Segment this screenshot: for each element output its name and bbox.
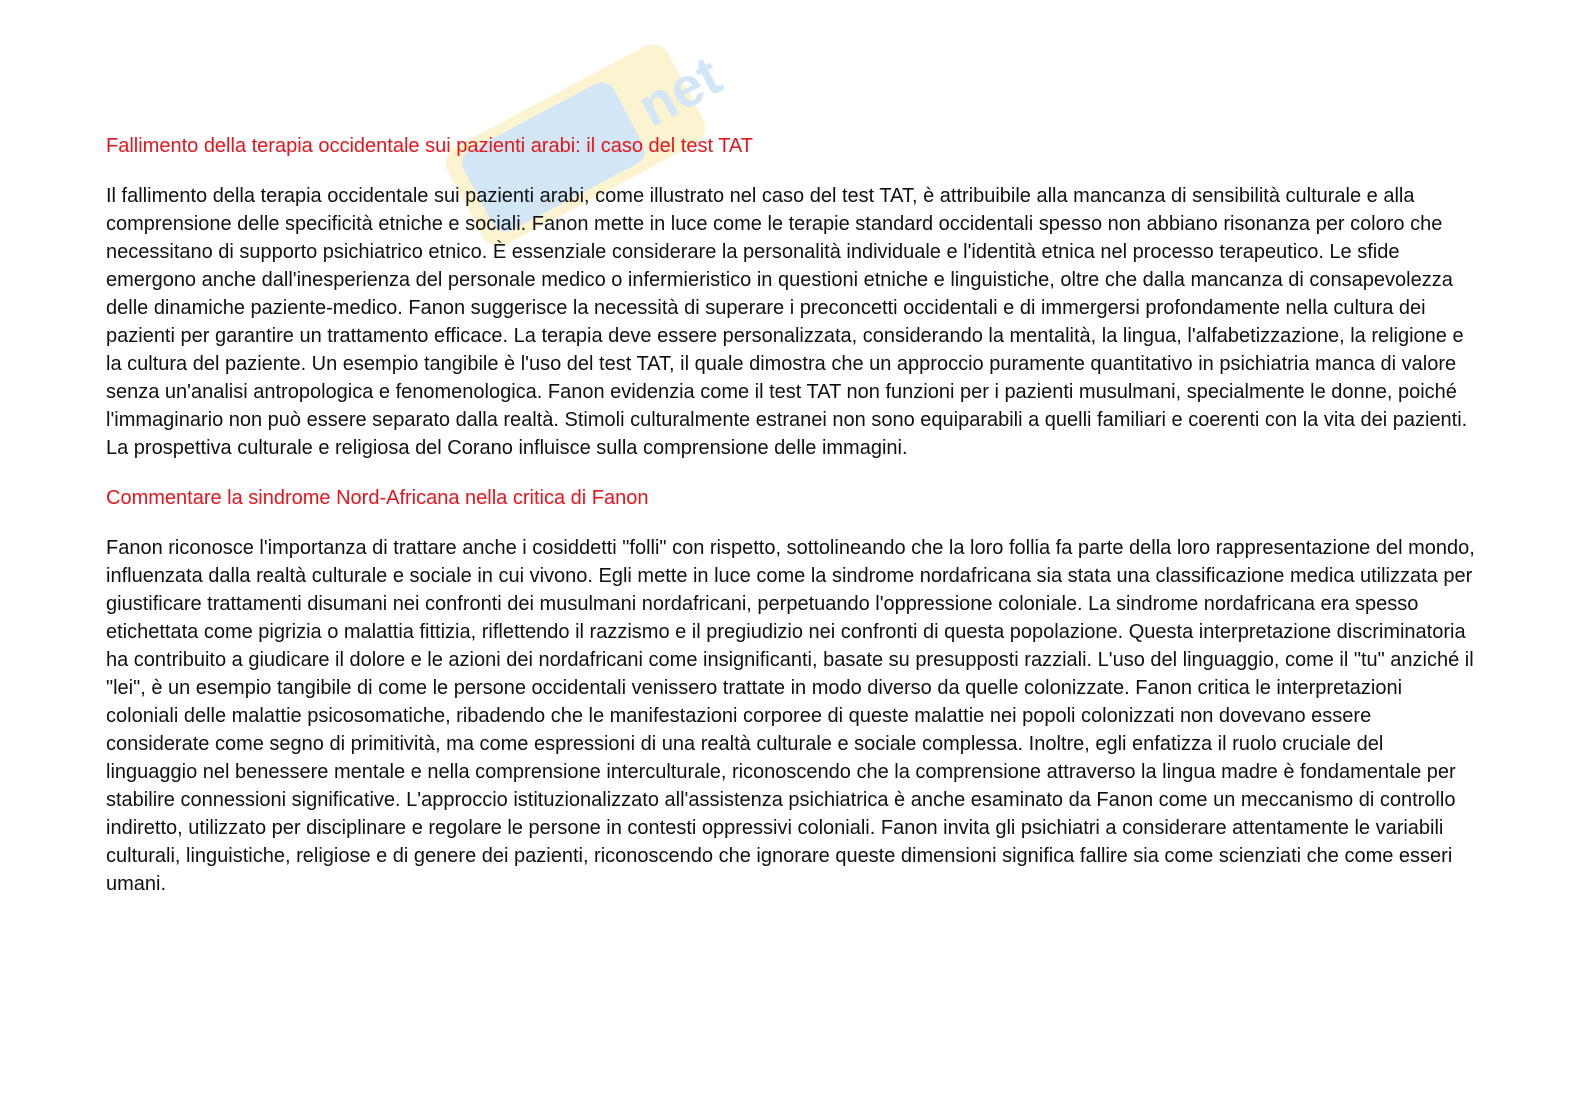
watermark-text: net [627, 43, 731, 139]
section-heading-tat: Fallimento della terapia occidentale sui pazienti arabi: il caso del test TAT [106, 135, 754, 157]
section-paragraph-tat: Il fallimento della terapia occidentale sui pazienti arabi, come illustrato nel caso del test TAT, è attribuibile alla mancanza di sensibilità culturale e alla comprensione delle specificità etniche e sociali. Fanon mette in luce come le terapie standard occidentali spesso non abbiano risonanza per coloro che necessitano di supporto psichiatrico etnico. È essenziale considerare la personalità individuale e l'identità etnica nel processo terapeutico. Le sfide emergono anche dall'inesperienza del personale medico o infermieristico in questioni etniche e linguistiche, oltre che dalla mancanza di consapevolezza delle dinamiche paziente-medico. Fanon suggerisce la necessità di superare i preconcetti occidentali e di immergersi profondamente nella cultura dei pazienti per garantire un trattamento efficace. La terapia deve essere personalizzata, considerando la mentalità, la lingua, l'alfabetizzazione, la religione e la cultura del paziente. Un esempio tangibile è l'uso del test TAT, il quale dimostra che un approccio puramente quantitativo in psichiatria manca di valore senza un'analisi antropologica e fenomenologica. Fanon evidenzia come il test TAT non funzioni per i pazienti musulmani, specialmente le donne, poiché l'immaginario non può essere separato dalla realtà. Stimoli culturalmente estranei non sono equiparabili a quelli familiari e coerenti con la vita dei pazienti. La prospettiva culturale e religiosa del Corano influisce sulla comprensione delle immagini. [106, 185, 1468, 459]
section-paragraph-sindrome: Fanon riconosce l'importanza di trattare anche i cosiddetti "folli" con rispetto, sottolineando che la loro follia fa parte della loro rappresentazione del mondo, influenzata dalla realtà culturale e sociale in cui vivono. Egli mette in luce come la sindrome nordafricana sia stata una classificazione medica utilizzata per giustificare trattamenti disumani nei confronti dei musulmani nordafricani, perpetuando l'oppressione coloniale. La sindrome nordafricana era spesso etichettata come pigrizia o malattia fittizia, riflettendo il razzismo e il pregiudizio nei confronti di questa popolazione. Questa interpretazione discriminatoria ha contribuito a giudicare il dolore e le azioni dei nordafricani come insignificanti, basate su presupposti razziali. L'uso del linguaggio, come il "tu" anziché il "lei", è un esempio tangibile di come le persone occidentali venissero trattate in modo diverso da quelle colonizzate. Fanon critica le interpretazioni coloniali delle malattie psicosomatiche, ribadendo che le manifestazioni corporee di queste malattie nei popoli colonizzati non dovevano essere considerate come segno di primitività, ma come espressioni di una realtà culturale e sociale complessa. Inoltre, egli enfatizza il ruolo cruciale del linguaggio nel benessere mentale e nella comprensione interculturale, riconoscendo che la comprensione attraverso la lingua madre è fondamentale per stabilire connessioni significative. L'approccio istituzionalizzato all'assistenza psichiatrica è anche esaminato da Fanon come un meccanismo di controllo indiretto, utilizzato per disciplinare e regolare le persone in contesti oppressivi coloniali. Fanon invita gli psichiatri a considerare attentamente le variabili culturali, linguistiche, religiose e di genere dei pazienti, riconoscendo che ignorare queste dimensioni significa fallire sia come scienziati che come esseri umani. [106, 537, 1475, 895]
section-heading-sindrome: Commentare la sindrome Nord-Africana nella critica di Fanon [106, 487, 649, 509]
document-body [106, 132, 1476, 920]
